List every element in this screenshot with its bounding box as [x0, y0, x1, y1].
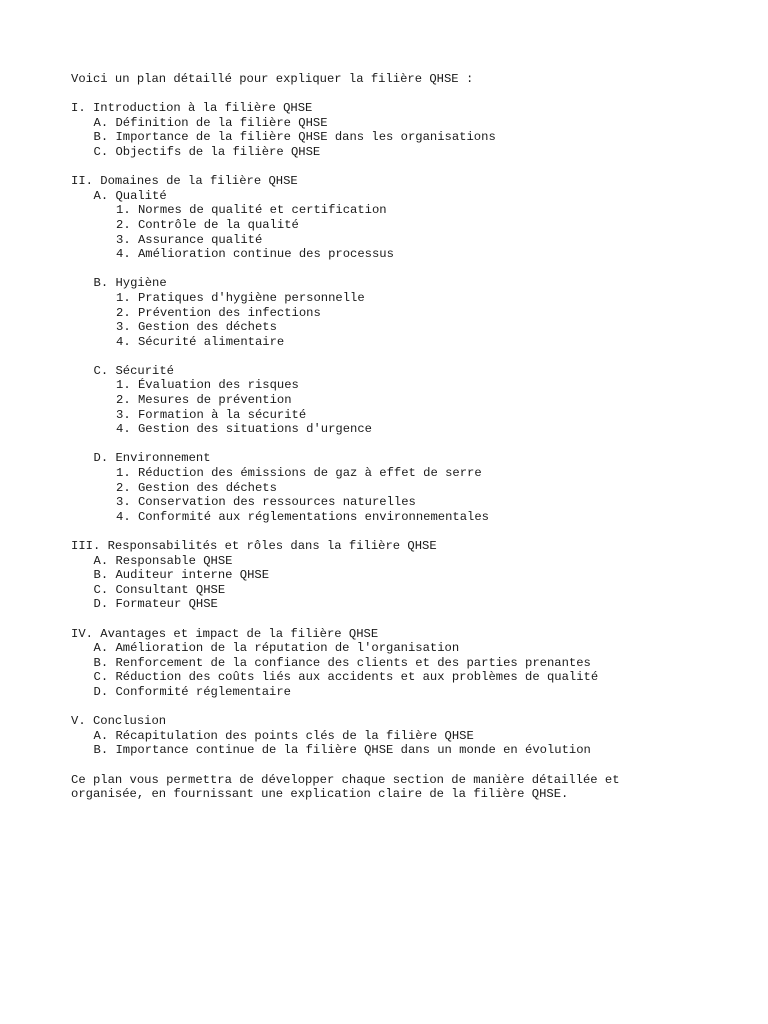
section-title: II. Domaines de la filière QHSE [71, 174, 298, 189]
subsection-title: A. Qualité [93, 188, 167, 203]
subsection-securite [71, 364, 751, 437]
list-item: B. Auditeur interne QHSE [93, 568, 270, 583]
spacer [71, 700, 751, 715]
list-item: 1. Évaluation des risques [116, 378, 299, 393]
list-item: A. Récapitulation des points clés de la filière QHSE [93, 728, 474, 743]
section-5 [71, 714, 751, 758]
spacer [71, 87, 751, 102]
list-item: 3. Formation à la sécurité [116, 407, 307, 422]
list-item: C. Objectifs de la filière QHSE [93, 144, 321, 159]
list-item: D. Conformité réglementaire [93, 684, 291, 699]
section-title: III. Responsabilités et rôles dans la filière QHSE [71, 539, 437, 553]
section-title: I. Introduction à la filière QHSE [71, 101, 313, 116]
section-title: V. Conclusion [71, 714, 167, 729]
section-title: IV. Avantages et impact de la filière QHSE [71, 626, 379, 641]
spacer [71, 758, 751, 773]
list-item: 4. Gestion des situations d'urgence [116, 422, 372, 437]
list-item: B. Renforcement de la confiance des clients et des parties prenantes [93, 655, 591, 670]
list-item: B. Importance de la filière QHSE dans les organisations [93, 130, 496, 145]
section-4 [71, 627, 751, 700]
list-item: 3. Assurance qualité [116, 232, 263, 247]
list-item: 2. Mesures de prévention [116, 393, 292, 408]
list-item: 2. Contrôle de la qualité [116, 217, 299, 232]
list-item: 1. Réduction des émissions de gaz à effet de serre [116, 466, 482, 481]
list-item: C. Réduction des coûts liés aux accidents et aux problèmes de qualité [93, 670, 599, 685]
closing-text-line: Ce plan vous permettra de développer chaque section de manière détaillée et [71, 772, 620, 787]
list-item: 3. Gestion des déchets [116, 320, 277, 335]
spacer [71, 524, 751, 539]
section-2 [71, 174, 751, 524]
section-3 [71, 539, 751, 612]
list-item: A. Responsable QHSE [93, 553, 233, 568]
subsection-hygiene [71, 276, 751, 349]
section-1 [71, 101, 751, 159]
intro-text: Voici un plan détaillé pour expliquer la filière QHSE : [71, 72, 474, 86]
list-item: 4. Sécurité alimentaire [116, 334, 285, 349]
spacer [71, 160, 751, 175]
list-item: B. Importance continue de la filière QHSE dans un monde en évolution [93, 743, 591, 758]
subsection-environnement [71, 451, 751, 524]
document-body [71, 72, 751, 802]
spacer [71, 349, 751, 364]
list-item: 2. Gestion des déchets [116, 480, 277, 495]
subsection-title: B. Hygiène [93, 276, 167, 291]
list-item: 4. Amélioration continue des processus [116, 247, 394, 262]
subsection-title: C. Sécurité [93, 363, 174, 378]
spacer [71, 262, 751, 277]
list-item: A. Amélioration de la réputation de l'organisation [93, 641, 460, 656]
subsection-title: D. Environnement [93, 451, 211, 466]
closing-text-line: organisée, en fournissant une explication claire de la filière QHSE. [71, 787, 569, 802]
list-item: 3. Conservation des ressources naturelles [116, 495, 416, 510]
list-item: A. Définition de la filière QHSE [93, 115, 328, 130]
spacer [71, 612, 751, 627]
list-item: 2. Prévention des infections [116, 305, 321, 320]
list-item: D. Formateur QHSE [93, 597, 218, 612]
list-item: 1. Normes de qualité et certification [116, 203, 387, 218]
list-item: 1. Pratiques d'hygiène personnelle [116, 290, 365, 305]
list-item: C. Consultant QHSE [93, 582, 226, 597]
list-item: 4. Conformité aux réglementations environnementales [116, 509, 489, 524]
spacer [71, 437, 751, 452]
subsection-qualite [71, 189, 751, 262]
